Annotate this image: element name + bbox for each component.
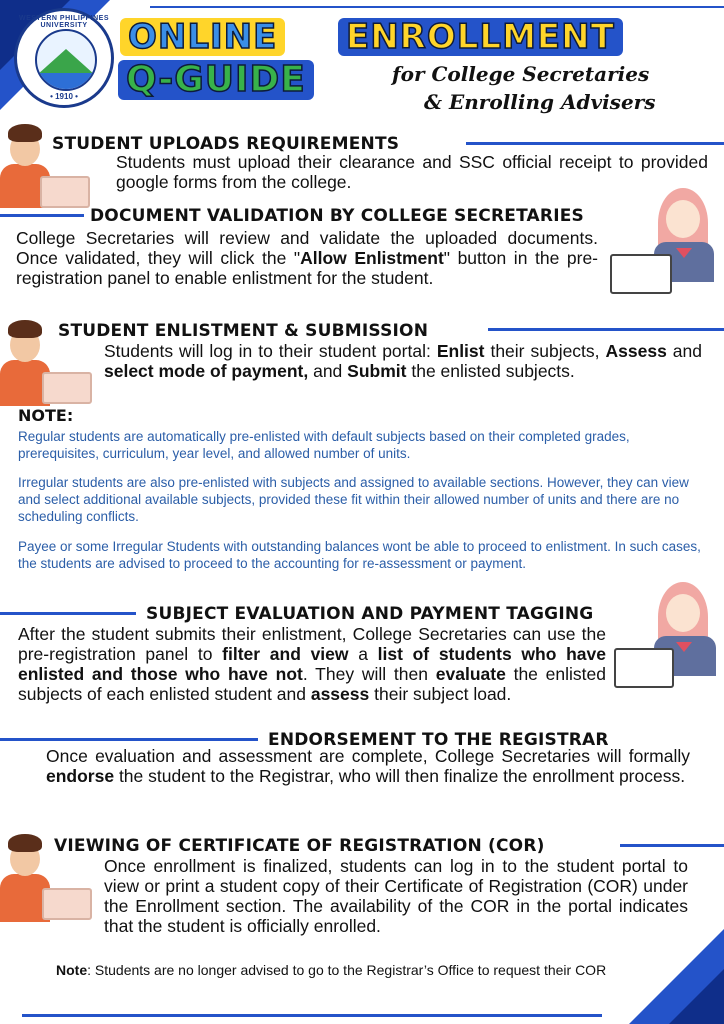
step1-text: Students must upload their clearance and SSC official receipt to provided google forms from the college.	[116, 152, 708, 192]
step4-evaluate: evaluate	[435, 664, 506, 684]
step4-heading-line	[0, 612, 136, 615]
laptop-icon	[614, 648, 674, 688]
step4-text-part1: After the student submits their enlistment, College Secretaries can use the pre-registration panel to	[18, 624, 606, 664]
step4-text-part5: their subject load.	[369, 684, 512, 704]
student-hair	[8, 124, 42, 142]
seal-year: • 1910 •	[50, 92, 78, 101]
step2-text	[16, 228, 598, 288]
step6-text: Once enrollment is finalized, students can log in to the student portal to view or print a student copy of their Certificate of Registration (COR) under the Enrollment section. The availability of the COR in the portal indicates that the student is officially enrolled.	[104, 856, 688, 936]
step5-endorse: endorse	[46, 766, 115, 786]
step4-text-part4: the enlisted subjects of each enlisted student and	[18, 664, 607, 704]
laptop-icon	[610, 254, 672, 294]
final-note-text: : Students are no longer advised to go to the Registrar’s Office to request their COR	[87, 962, 607, 978]
step3-enlist: Enlist	[436, 341, 485, 361]
step2-heading-line	[0, 214, 84, 217]
step1-heading: STUDENT UPLOADS REQUIREMENTS	[52, 134, 400, 154]
student-hair	[8, 834, 42, 852]
step4-list-students: list of students who have enlisted and those who have not	[18, 644, 606, 684]
university-seal	[14, 8, 114, 108]
title-enrollment: ENROLLMENT	[338, 18, 623, 56]
bow-icon	[676, 248, 692, 258]
step5-text-part2: the student to the Registrar, who will then finalize the enrollment process.	[114, 766, 686, 786]
step2-text-part2: " button in the pre-registration panel to enable enlistment for the student.	[16, 248, 599, 288]
title-qguide: Q-GUIDE	[118, 60, 314, 100]
step2-heading: DOCUMENT VALIDATION BY COLLEGE SECRETARIES	[90, 206, 584, 226]
seal-emblem	[35, 29, 97, 91]
step1-heading-line	[466, 142, 724, 145]
step6-heading: VIEWING OF CERTIFICATE OF REGISTRATION (COR)	[54, 836, 545, 856]
step3-text	[104, 341, 702, 381]
step3-text-part4: and	[308, 361, 348, 381]
laptop-icon	[40, 176, 90, 208]
step3-submit: Submit	[347, 361, 407, 381]
step5-text-part1: Once evaluation and assessment are complete, College Secretaries will formally	[46, 746, 690, 766]
step4-text-part3: . They will then	[302, 664, 436, 684]
note-paragraph-2: Irregular students are also pre-enlisted with subjects and assigned to available sections. However, they can view and select additional available subjects, provided these fit within their allowed number of units and there are no scheduling conflicts.	[18, 475, 689, 524]
note-heading: NOTE:	[18, 406, 74, 425]
final-note	[56, 962, 616, 979]
secretary-head	[666, 200, 700, 238]
note-paragraph-1: Regular students are automatically pre-enlisted with default subjects based on their completed grades, prerequisites, curriculum, year level, and allowed number of units.	[18, 429, 630, 461]
title-online: ONLINE	[120, 18, 285, 56]
step5-heading: ENDORSEMENT TO THE REGISTRAR	[268, 730, 609, 750]
step3-text-part5: the enlisted subjects.	[406, 361, 575, 381]
step5-heading-line	[0, 738, 258, 741]
mountain-icon	[37, 49, 95, 75]
student-illustration-1	[0, 118, 95, 208]
subtitle-line-1: for College Secretaries	[392, 62, 650, 86]
step4-assess: assess	[310, 684, 370, 704]
subtitle-line-2: & Enrolling Advisers	[424, 90, 656, 114]
step2-text-part1: College Secretaries will review and validate the uploaded documents. Once validated, they will click the "	[16, 228, 598, 268]
secretary-illustration-1	[608, 188, 724, 298]
step3-assess: Assess	[605, 341, 667, 361]
secretary-illustration-2	[610, 582, 724, 692]
step3-heading-line	[488, 328, 724, 331]
corner-decoration-bottom-right-dark	[669, 969, 724, 1024]
student-hair	[8, 320, 42, 338]
step6-heading-line	[620, 844, 724, 847]
step2-allow-enlistment: Allow Enlistment	[300, 248, 444, 268]
header-top-line	[150, 6, 724, 8]
laptop-icon	[42, 372, 92, 404]
note-paragraph-3: Payee or some Irregular Students with outstanding balances wont be able to proceed to enlistment. In such cases, the students are advised to proceed to the accounting for re-assessment or payment.	[18, 539, 701, 571]
footer-line	[22, 1014, 602, 1017]
step4-text-part2: a	[348, 644, 378, 664]
step4-text	[18, 624, 606, 704]
secretary-head	[666, 594, 700, 632]
step3-payment: select mode of payment,	[104, 361, 309, 381]
final-note-label: Note	[56, 962, 88, 978]
step4-filter-view: filter and view	[222, 644, 349, 664]
bow-icon	[676, 642, 692, 652]
step3-heading: STUDENT ENLISTMENT & SUBMISSION	[58, 321, 429, 341]
sea-icon	[37, 73, 95, 89]
step3-text-part1: Students will log in to their student portal:	[104, 341, 437, 361]
step4-heading: SUBJECT EVALUATION AND PAYMENT TAGGING	[146, 604, 594, 624]
laptop-icon	[42, 888, 92, 920]
seal-text: WESTERN PHILIPPINES UNIVERSITY	[18, 15, 109, 29]
step3-text-part2: their subjects,	[484, 341, 606, 361]
step3-text-part3: and	[666, 341, 702, 361]
step5-text	[46, 746, 690, 786]
